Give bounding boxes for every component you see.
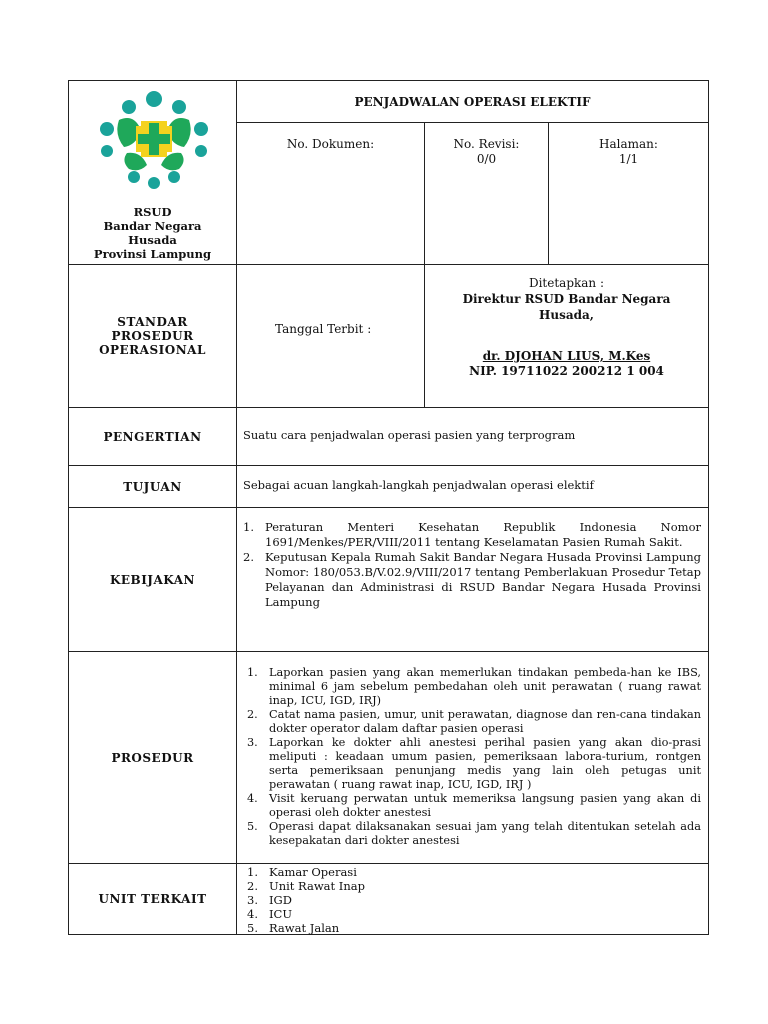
halaman-label: Halaman: [599, 137, 658, 151]
list-item: 1. Laporkan pasien yang akan memerlukan tindakan pembeda-han ke IBS, minimal 6 jam sebelum pembedahan oleh unit perawatan ( ruang rawat inap, ICU, IGD, IRJ) [247, 666, 701, 707]
hospital-line-2: Bandar Negara [103, 219, 202, 233]
kebijakan-label: KEBIJAKAN [109, 572, 196, 587]
unit-terkait-list [247, 865, 365, 935]
no-revisi-label: No. Revisi: [453, 137, 520, 151]
unit-terkait-label: UNIT TERKAIT [98, 892, 207, 906]
hospital-header-cell [68, 80, 237, 265]
director-nip: NIP. 19711022 200212 1 004 [469, 364, 664, 378]
halaman-cell [548, 122, 709, 265]
pengertian-label: PENGERTIAN [103, 429, 202, 444]
ditetapkan-cell [424, 264, 709, 408]
halaman-value: 1/1 [618, 152, 639, 166]
spo-label-3: OPERASIONAL [99, 343, 206, 357]
tujuan-label-cell [68, 465, 237, 508]
list-item: 3. IGD [247, 893, 292, 907]
hospital-line-4: Provinsi Lampung [93, 247, 212, 261]
tujuan-label: TUJUAN [123, 479, 182, 494]
unit-terkait-text-cell [236, 863, 709, 935]
list-item: 2. Catat nama pasien, umur, unit perawatan, diagnose dan ren-cana tindakan dokter operator dalam daftar pasien operasi [247, 708, 701, 735]
tanggal-terbit-cell [236, 264, 425, 408]
director-name: dr. DJOHAN LIUS, M.Kes [482, 349, 651, 363]
hospital-line-1: RSUD [133, 205, 172, 219]
prosedur-text-cell [236, 651, 709, 864]
list-item: 4. Visit keruang perwatan untuk memeriksa langsung pasien yang akan di operasi oleh dokter anestesi [247, 792, 701, 819]
unit-terkait-label-cell [68, 863, 237, 935]
list-item: 1. Peraturan Menteri Kesehatan Republik Indonesia Nomor 1691/Menkes/PER/VIII/2011 tentang Keselamatan Pasien Rumah Sakit. [243, 520, 701, 549]
sop-document [68, 80, 709, 935]
list-item: 5. Operasi dapat dilaksanakan sesuai jam yang telah ditentukan setelah ada kesepakatan dari dokter anestesi [247, 820, 701, 847]
prosedur-label-cell [68, 651, 237, 864]
list-item: 1. Kamar Operasi [247, 865, 357, 879]
list-item: 3. Laporkan ke dokter ahli anestesi perihal pasien yang akan dio-prasi meliputi : keadaan umum pasien, pemeriksaan labora-turium, rontgen serta pemeriksaan penunjang medis yang lain oleh petugas unit perawatan ( ruang rawat inap, ICU, IGD, IRJ ) [247, 736, 701, 791]
no-dokumen-label: No. Dokumen: [286, 137, 375, 151]
tanggal-terbit-label: Tanggal Terbit : [275, 322, 372, 336]
spo-label-cell [68, 264, 237, 408]
hospital-logo-icon [89, 85, 219, 195]
list-item: 2. Unit Rawat Inap [247, 879, 365, 893]
direktur-title: Direktur RSUD Bandar Negara [462, 292, 671, 306]
kebijakan-label-cell [68, 507, 237, 652]
list-item: 4. ICU [247, 907, 293, 921]
pengertian-text: Suatu cara penjadwalan operasi pasien yang terprogram [243, 428, 576, 442]
prosedur-label: PROSEDUR [111, 750, 194, 765]
no-dokumen-cell [236, 122, 425, 265]
list-item: 2. Keputusan Kepala Rumah Sakit Bandar Negara Husada Provinsi Lampung Nomor: 180/053.B/V.02.9/VIII/2017 tentang Pemberlakuan Prosedur Tetap Pelayanan dan Administrasi di RSUD Bandar Negara Husada Provinsi Lampung [243, 550, 701, 609]
tujuan-text: Sebagai acuan langkah-langkah penjadwalan operasi elektif [243, 478, 594, 492]
prosedur-list [247, 666, 701, 848]
hospital-name [69, 205, 236, 261]
no-revisi-cell [424, 122, 549, 265]
kebijakan-list [243, 520, 701, 610]
direktur-title-2: Husada, [539, 308, 594, 322]
kebijakan-text-cell [236, 507, 709, 652]
pengertian-label-cell [68, 407, 237, 466]
list-item: 5. Rawat Jalan [247, 921, 340, 935]
ditetapkan-label: Ditetapkan : [528, 276, 605, 290]
spo-label-2: PROSEDUR [111, 329, 194, 343]
no-revisi-value: 0/0 [476, 152, 497, 166]
tujuan-text-cell [236, 465, 709, 508]
spo-label-1: STANDAR [117, 315, 188, 329]
hospital-line-3: Husada [128, 233, 177, 247]
pengertian-text-cell [236, 407, 709, 466]
document-title: PENJADWALAN OPERASI ELEKTIF [236, 80, 709, 123]
